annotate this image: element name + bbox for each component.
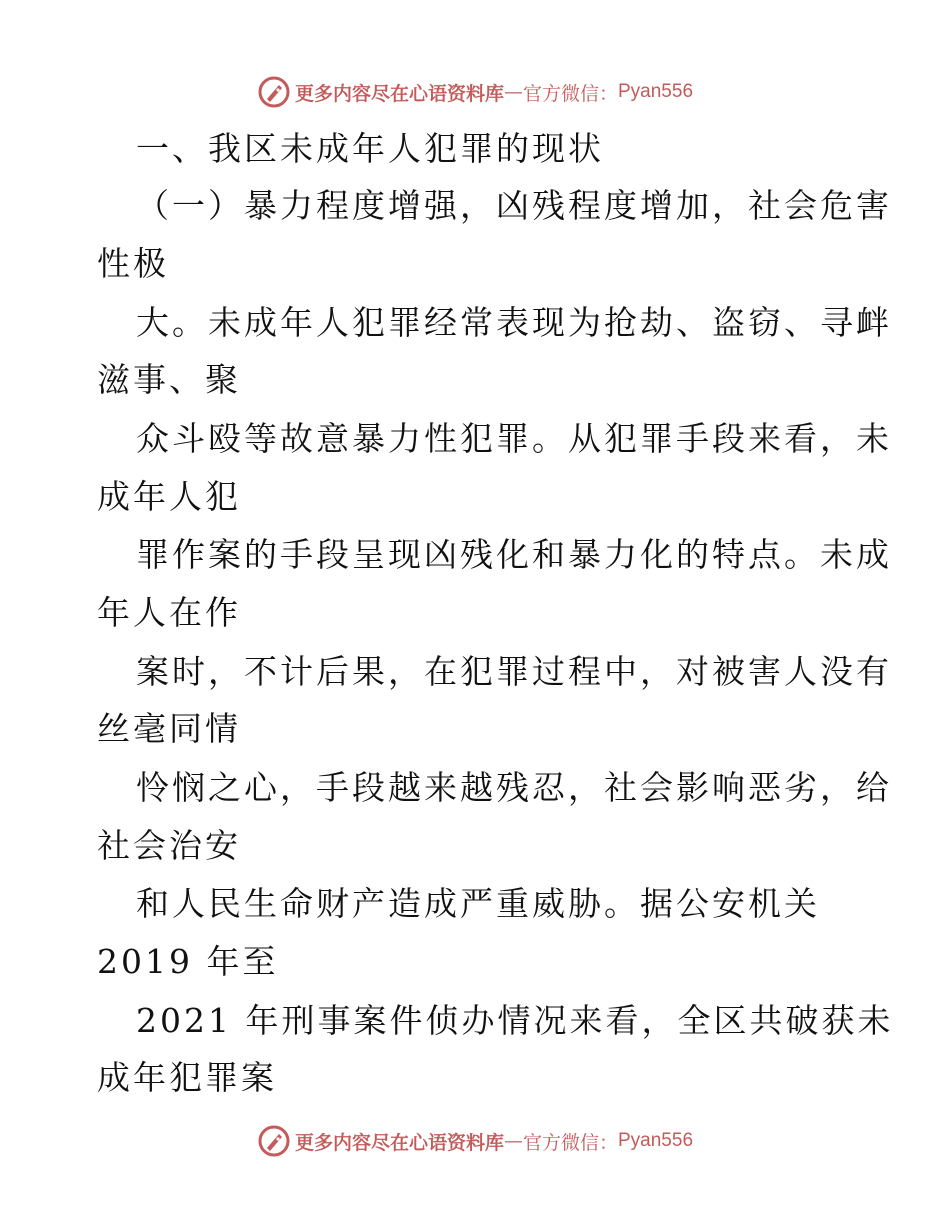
paragraph-line: 2021 年刑事案件侦办情况来看，全区共破获未	[136, 1001, 894, 1040]
pen-nib-circle-icon	[257, 1124, 291, 1158]
section-heading: 一、我区未成年人犯罪的现状	[136, 129, 604, 168]
watermark-wechat-label: 官方微信：	[522, 82, 618, 105]
paragraph-line: 性极	[97, 244, 169, 283]
paragraph-line: 成年人犯	[97, 477, 241, 516]
paragraph-line: 社会治安	[97, 826, 241, 865]
paragraph-line: 众斗殴等故意暴力性犯罪。从犯罪手段来看，未	[136, 419, 892, 458]
paragraph-line: 罪作案的手段呈现凶残化和暴力化的特点。未成	[136, 535, 892, 574]
paragraph-line: 怜悯之心，手段越来越残忍，社会影响恶劣，给	[136, 768, 892, 807]
paragraph-line: 大。未成年人犯罪经常表现为抢劫、盗窃、寻衅	[136, 303, 892, 342]
watermark-brand-text: 更多内容尽在心语资料库	[294, 1131, 504, 1154]
paragraph-line: （一）暴力程度增强，凶残程度增加，社会危害	[136, 186, 892, 225]
watermark-brand-text: 更多内容尽在心语资料库	[294, 82, 504, 105]
watermark-dash: —	[503, 1130, 523, 1152]
pen-nib-circle-icon	[257, 75, 291, 109]
footer-watermark	[0, 1121, 950, 1161]
paragraph-line: 成年犯罪案	[97, 1058, 277, 1097]
watermark-dash: —	[503, 81, 523, 103]
paragraph-line: 年人在作	[97, 593, 241, 632]
paragraph-line: 案时，不计后果，在犯罪过程中，对被害人没有	[136, 652, 892, 691]
paragraph-line: 滋事、聚	[97, 360, 241, 399]
watermark-wechat-id: Pyan556	[618, 81, 694, 102]
paragraph-line: 和人民生命财产造成严重威胁。据公安机关	[136, 884, 820, 923]
watermark-wechat-label: 官方微信：	[522, 1131, 618, 1154]
header-watermark	[0, 72, 950, 112]
paragraph-line: 2019 年至	[97, 942, 279, 981]
watermark-wechat-id: Pyan556	[618, 1130, 694, 1151]
paragraph-line: 丝毫同情	[97, 709, 241, 748]
